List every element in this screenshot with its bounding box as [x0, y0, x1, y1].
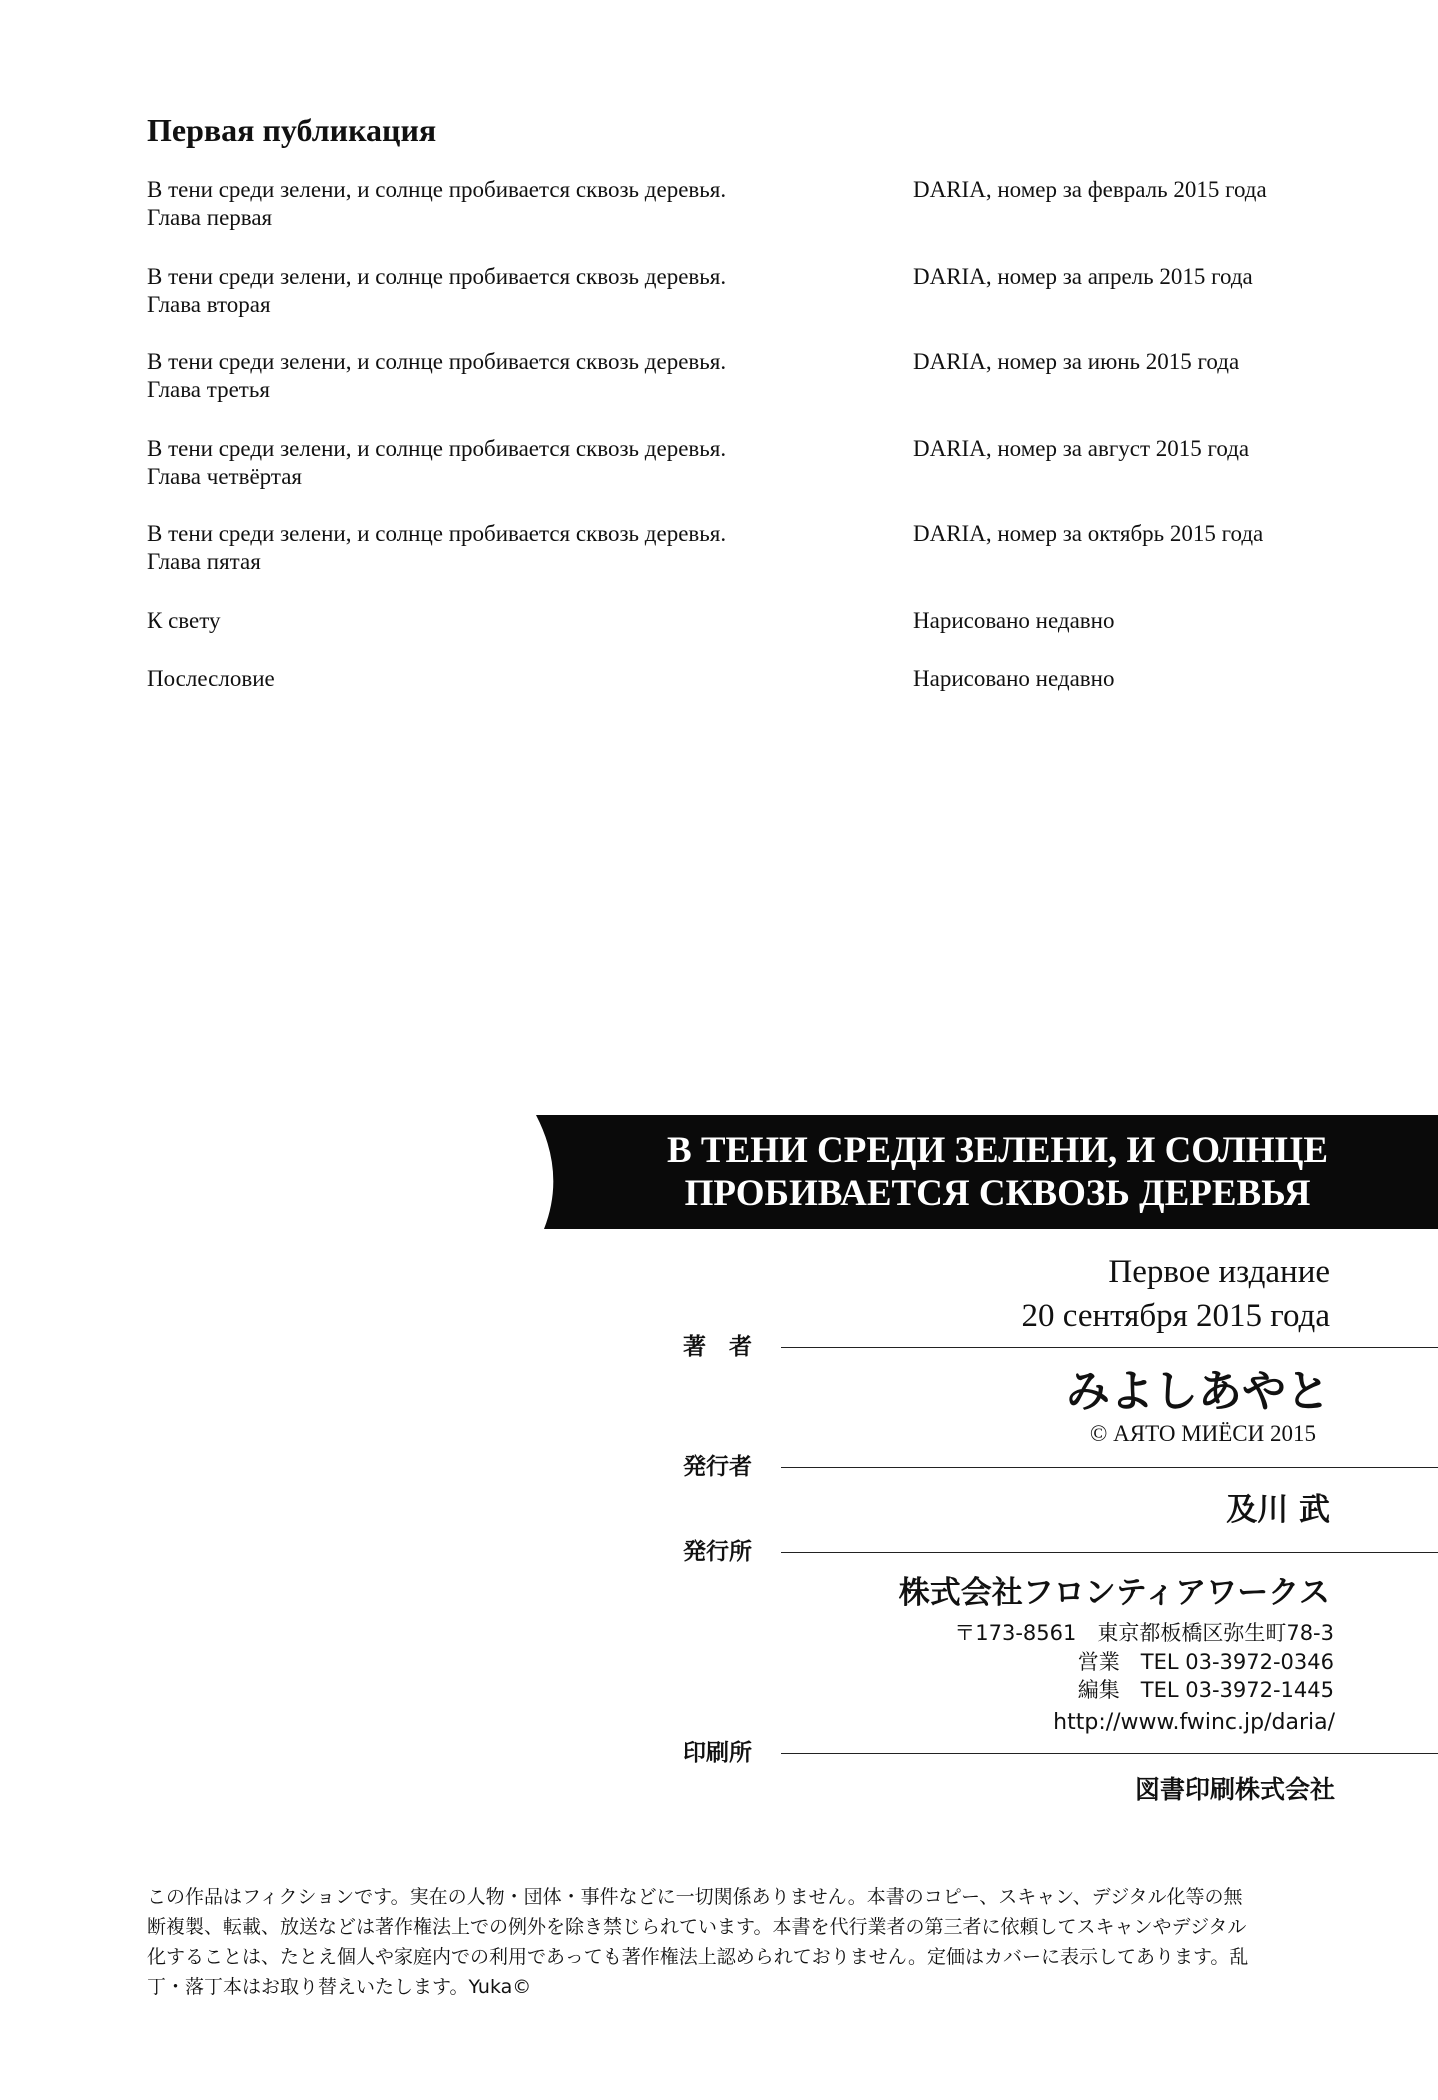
- edition-date: 20 сентября 2015 года: [1021, 1298, 1330, 1334]
- chapter-title: В тени среди зелени, и солнце пробивается сквозь деревья.: [147, 177, 727, 202]
- publication-title-block: [147, 607, 887, 635]
- publishing-house-name: 株式会社フロンティアワークス: [898, 1575, 1330, 1611]
- first-publication-heading: Первая публикация: [147, 112, 437, 148]
- publication-source: DARIA, номер за октябрь 2015 года: [913, 521, 1264, 546]
- chapter-title: К свету: [147, 608, 221, 633]
- publication-title-block: [147, 435, 887, 491]
- banner-title-line: В ТЕНИ СРЕДИ ЗЕЛЕНИ, И СОЛНЦЕ: [666, 1130, 1329, 1171]
- publication-title-block: [147, 348, 887, 404]
- divider-line: [781, 1467, 1438, 1468]
- publication-row: [147, 607, 1347, 663]
- edition-label: Первое издание: [1108, 1254, 1330, 1290]
- publication-source: DARIA, номер за август 2015 года: [913, 436, 1250, 461]
- publisher-label: 発行者: [683, 1454, 752, 1480]
- banner-title: [560, 1129, 1435, 1215]
- chapter-number: Глава пятая: [147, 549, 261, 574]
- printer-name: 図書印刷株式会社: [1134, 1775, 1335, 1804]
- author-row: [683, 1332, 1438, 1362]
- divider-line: [781, 1347, 1438, 1348]
- chapter-title: В тени среди зелени, и солнце пробивается сквозь деревья.: [147, 264, 727, 289]
- chapter-title: В тени среди зелени, и солнце пробивается сквозь деревья.: [147, 521, 727, 546]
- publication-title-block: [147, 520, 887, 576]
- legal-notice-line: 断複製、転載、放送などは著作権法上での例外を除き禁じられています。本書を代行業者の第三者に依頼してスキャンやデジタル: [147, 1916, 1247, 1938]
- postal-address: 〒173-8561 東京都板橋区弥生町78-3: [954, 1621, 1334, 1645]
- printer-row: [683, 1738, 1438, 1768]
- publication-title-block: [147, 665, 887, 693]
- chapter-title: В тени среди зелени, и солнце пробивается сквозь деревья.: [147, 349, 727, 374]
- publication-source: DARIA, номер за апрель 2015 года: [913, 264, 1253, 289]
- publication-row: [147, 176, 1347, 232]
- legal-notice-line: 丁・落丁本はお取り替えいたします。Yuka©: [147, 1976, 532, 1998]
- title-banner: [536, 1115, 1438, 1229]
- publication-row: [147, 665, 1347, 721]
- publishing-house-row: [683, 1537, 1438, 1567]
- chapter-number: Глава третья: [147, 377, 270, 402]
- legal-notice: [147, 1882, 1347, 2002]
- chapter-number: Глава первая: [147, 205, 273, 230]
- publication-row: [147, 348, 1347, 404]
- publishing-house-label: 発行所: [683, 1539, 752, 1565]
- author-label: 著 者: [683, 1334, 752, 1360]
- publication-row: [147, 263, 1347, 319]
- publication-source: DARIA, номер за июнь 2015 года: [913, 349, 1240, 374]
- copyright-notice: © АЯТО МИЁСИ 2015: [1089, 1421, 1316, 1446]
- publisher-name: 及川 武: [1226, 1492, 1330, 1528]
- author-name: みよしあやと: [1066, 1366, 1330, 1417]
- publication-row: [147, 435, 1347, 491]
- legal-notice-line: この作品はフィクションです。実在の人物・団体・事件などに一切関係ありません。本書のコピー、スキャン、デジタル化等の無: [147, 1886, 1243, 1908]
- publication-source: Нарисовано недавно: [913, 608, 1115, 633]
- publication-row: [147, 520, 1347, 576]
- publisher-url: http://www.fwinc.jp/daria/: [1053, 1710, 1335, 1735]
- chapter-number: Глава четвёртая: [147, 464, 302, 489]
- publication-title-block: [147, 263, 887, 319]
- publication-source: DARIA, номер за февраль 2015 года: [913, 177, 1267, 202]
- printer-label: 印刷所: [683, 1740, 752, 1766]
- banner-title-line: ПРОБИВАЕТСЯ СКВОЗЬ ДЕРЕВЬЯ: [684, 1173, 1311, 1214]
- divider-line: [781, 1753, 1438, 1754]
- divider-line: [781, 1552, 1438, 1553]
- publisher-row: [683, 1452, 1438, 1482]
- chapter-title: Послесловие: [147, 666, 275, 691]
- chapter-title: В тени среди зелени, и солнце пробивается сквозь деревья.: [147, 436, 727, 461]
- editorial-phone: 編集 TEL 03-3972-1445: [1077, 1678, 1334, 1702]
- legal-notice-line: 化することは、たとえ個人や家庭内での利用であっても著作権法上認められておりません。定価はカバーに表示してあります。乱: [147, 1946, 1249, 1968]
- publication-source: Нарисовано недавно: [913, 666, 1115, 691]
- publication-title-block: [147, 176, 887, 232]
- chapter-number: Глава вторая: [147, 292, 271, 317]
- sales-phone: 営業 TEL 03-3972-0346: [1077, 1650, 1334, 1674]
- edition-block: [1022, 1250, 1330, 1338]
